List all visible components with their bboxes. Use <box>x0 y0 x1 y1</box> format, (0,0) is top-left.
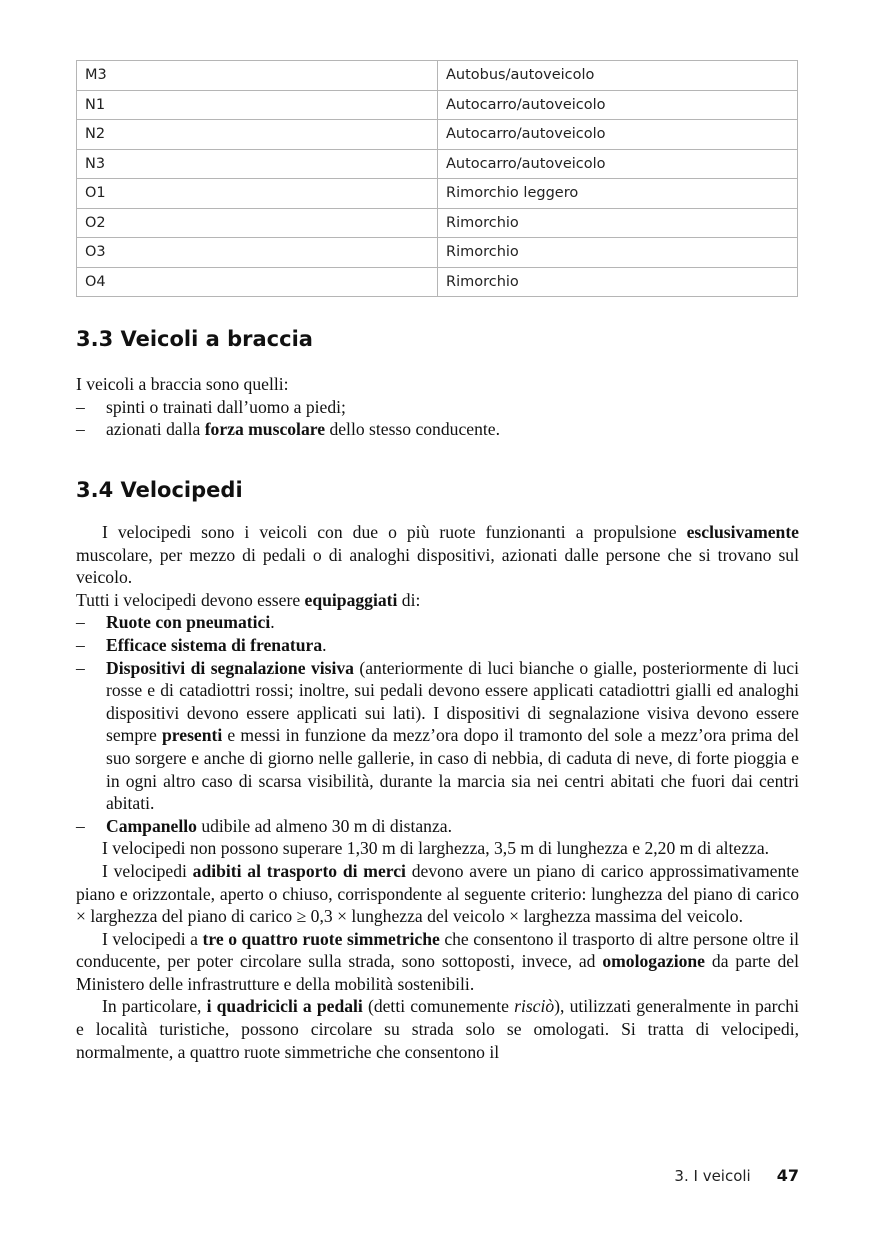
bold-text: adibiti al trasporto di merci <box>192 860 406 881</box>
list-item <box>76 418 799 441</box>
table-row <box>77 208 798 238</box>
bold-text: equipaggiati <box>304 589 398 610</box>
table-row <box>77 238 798 268</box>
paragraph-text: Tutti i velocipedi devono essere <box>76 589 305 610</box>
item-text: . <box>270 612 275 633</box>
section-heading-3-4: 3.4 Velocipedi <box>76 478 243 502</box>
category-code: O1 <box>77 179 438 209</box>
section-heading-3-3: 3.3 Veicoli a braccia <box>76 327 313 351</box>
vehicle-type: Rimorchio <box>438 208 798 238</box>
paragraph-text: In particolare, <box>102 996 207 1017</box>
item-bold-text: Efficace sistema di frenatura <box>106 634 323 655</box>
category-code: M3 <box>77 61 438 91</box>
paragraph <box>76 860 799 928</box>
table-row <box>77 61 798 91</box>
paragraph-text: muscolare, per mezzo di pedali o di analoghi dispositivi, azionati dalle persone che si trovano sul veicolo. <box>76 544 799 588</box>
section-3-3-body <box>76 373 799 441</box>
category-code: N2 <box>77 120 438 150</box>
paragraph-text: che consentono il trasporto di altre persone oltre il conducente, per poter circolare sulla strada, sono sottoposti, invece, ad <box>76 928 799 972</box>
category-code: O2 <box>77 208 438 238</box>
dash-bullet: – <box>76 612 85 633</box>
paragraph <box>76 589 799 612</box>
vehicle-type: Rimorchio <box>438 238 798 268</box>
bold-text: esclusivamente <box>686 522 799 542</box>
page-number: 47 <box>776 1166 799 1185</box>
vehicle-type: Autocarro/autoveicolo <box>438 149 798 179</box>
vehicle-type: Autobus/autoveicolo <box>438 61 798 91</box>
table-row <box>77 267 798 297</box>
intro-text: I veicoli a braccia sono quelli: <box>76 374 289 394</box>
item-bold-text: presenti <box>161 725 223 746</box>
table-row <box>77 149 798 179</box>
paragraph-text: devono avere un piano di carico approssimativamente piano e orizzontale, aperto o chiuso, corrispondente al seguente criterio: lunghezza del piano di carico × larghezza del piano di carico ≥ 0,3 × lunghezza del veicolo × larghezza massima del veicolo. <box>76 860 799 927</box>
paragraph-text: di: <box>397 589 421 610</box>
dash-bullet: – <box>76 657 85 678</box>
section-3-4-body <box>76 521 799 1063</box>
paragraph-text: I velocipedi sono i veicoli con due o più ruote funzionanti a propulsione <box>102 522 687 542</box>
list-item <box>76 634 799 657</box>
paragraph: I velocipedi non possono superare 1,30 m di larghezza, 3,5 m di lunghezza e 2,20 m di altezza. <box>102 838 770 859</box>
bold-text: omologazione <box>602 951 705 972</box>
paragraph <box>76 521 799 589</box>
item-bold-text: Dispositivi di segnalazione visiva <box>106 657 354 678</box>
table-row <box>77 179 798 209</box>
item-text: . <box>322 634 327 655</box>
category-code: O4 <box>77 267 438 297</box>
bold-text: tre o quattro ruote simmetriche <box>202 928 440 949</box>
paragraph <box>76 995 799 1063</box>
vehicle-type: Rimorchio leggero <box>438 179 798 209</box>
paragraph-text: ), utilizzati generalmente in parchi e località turistiche, possono circolare su strada solo se omologati. Si tratta di velocipedi, normalmente, a quattro ruote simmetriche che consentono il <box>76 996 799 1062</box>
vehicle-category-table <box>76 60 798 297</box>
list-item <box>76 396 799 419</box>
list-item <box>76 815 799 838</box>
vehicle-type: Autocarro/autoveicolo <box>438 90 798 120</box>
paragraph-text: I velocipedi a <box>102 928 203 949</box>
category-code: N1 <box>77 90 438 120</box>
item-bold-text: Campanello <box>106 815 197 836</box>
dash-bullet: – <box>76 419 85 440</box>
item-text: dello stesso conducente. <box>325 419 500 440</box>
category-code: N3 <box>77 149 438 179</box>
item-text: spinti o trainati dall’uomo a piedi; <box>106 396 346 417</box>
vehicle-type: Autocarro/autoveicolo <box>438 120 798 150</box>
dash-bullet: – <box>76 634 85 655</box>
vehicle-type: Rimorchio <box>438 267 798 297</box>
paragraph-text: (detti comunemente <box>362 996 515 1017</box>
dash-bullet: – <box>76 815 85 836</box>
item-text: e messi in funzione da mezz’ora dopo il tramonto del sole a mezz’ora prima del suo sorgere e anche di giorno nelle gallerie, in caso di nebbia, di caduta di neve, di forte pioggia e in ogni altro caso di scarsa visibilità, durante la marcia sia nei centri abitati che fuori dai centri abitati. <box>106 725 799 814</box>
italic-text: risciò <box>514 996 555 1017</box>
item-bold-text: Ruote con pneumatici <box>106 612 271 633</box>
item-text: udibile ad almeno 30 m di distanza. <box>196 815 452 836</box>
table-row <box>77 120 798 150</box>
item-text: (anteriormente di luci bianche o gialle, posteriormente di luci rosse e di catadiottri rossi; inoltre, sui pedali devono essere applicati catadiottri gialli ed analoghi dispositivi devono essere applicati sui lati). I dispositivi di segnalazione visiva devono essere sempre <box>106 657 799 746</box>
dash-bullet: – <box>76 396 85 417</box>
chapter-title: 3. I veicoli <box>674 1167 751 1185</box>
item-text: azionati dalla <box>106 419 205 440</box>
paragraph-text: da parte del Ministero delle infrastrutture e della mobilità sostenibili. <box>76 951 799 994</box>
bold-text: i quadricicli a pedali <box>206 996 363 1017</box>
page-footer <box>674 1166 799 1185</box>
table-row <box>77 90 798 120</box>
paragraph <box>76 928 799 996</box>
paragraph-text: I velocipedi <box>102 860 193 881</box>
category-code: O3 <box>77 238 438 268</box>
list-item <box>76 611 799 634</box>
list-item <box>76 657 799 815</box>
item-bold-text: forza muscolare <box>204 419 326 440</box>
